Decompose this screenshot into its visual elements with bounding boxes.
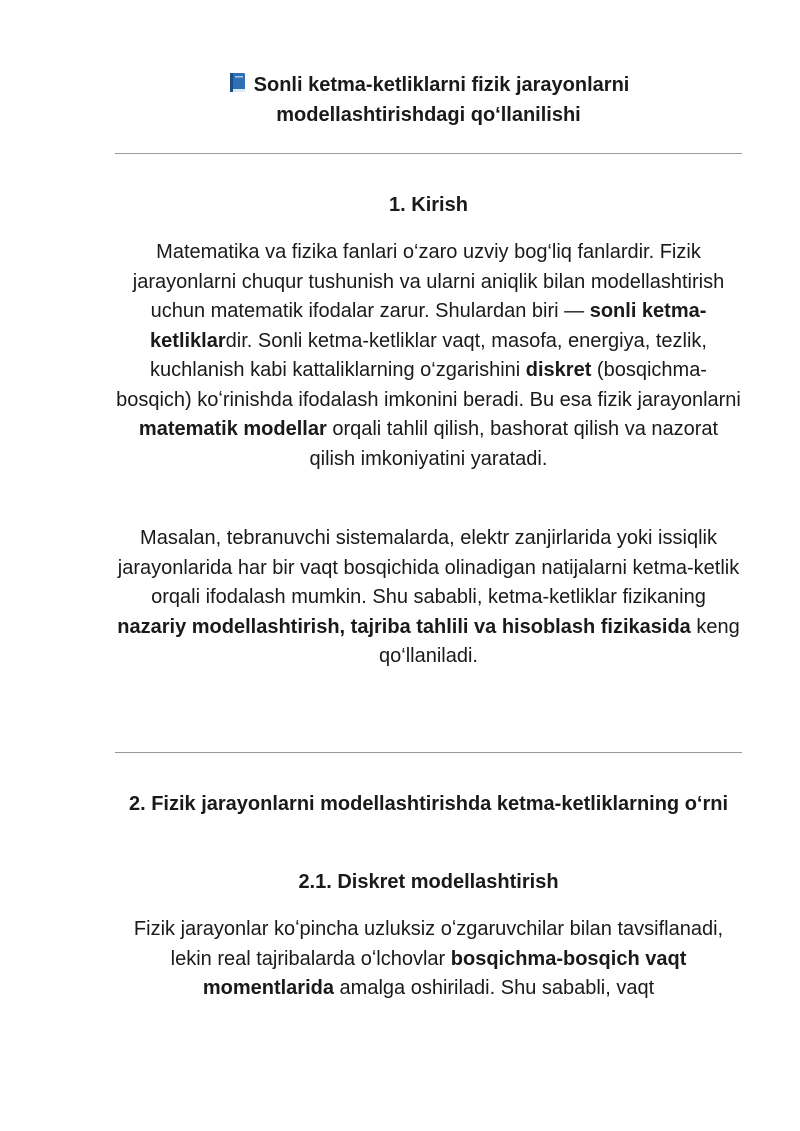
subsection-heading-diskret: 2.1. Diskret modellashtirish <box>298 871 559 893</box>
book-icon <box>228 72 248 94</box>
paragraph-text: Masalan, tebranuvchi sistemalarda, elektr zanjirlarida yoki issiqlik jarayonlarida har bir vaqt bosqichida olinadigan natijalarni ketma-ketlik orqali ifodalash mumkin. Shu sababli, ketma-ketliklar fizikaning <box>117 527 740 608</box>
intro-paragraph-2 <box>115 524 742 672</box>
paragraph-text: amalga oshiriladi. Shu sababli, vaqt <box>333 977 655 999</box>
paragraph-text: Fizik jarayonlar koʻpincha uzluksiz oʻzgaruvchilar bilan tavsiflanadi, lekin real tajribalarda oʻlchovlar <box>133 918 724 970</box>
paragraph-text: dir. Sonli ketma-ketliklar vaqt, masofa, energiya, tezlik, kuchlanish kabi kattaliklarning o‘zgarishini <box>150 329 707 381</box>
paragraph-text: orqali tahlil qilish, bashorat qilish va nazorat qilish imkoniyatini yaratadi. <box>309 418 719 470</box>
horizontal-divider <box>115 752 742 753</box>
document-title-line1: Sonli ketma-ketliklarni fizik jarayonlarni <box>253 74 630 96</box>
document-title-line2: modellashtirishdagi qo‘llanilishi <box>276 104 581 126</box>
document-title <box>115 70 742 130</box>
paragraph-text: (bosqichma-bosqich) koʻrinishda ifodalash imkonini beradi. Bu esa fizik jarayonlarni <box>116 359 741 411</box>
paragraph-bold-text: matematik modellar <box>138 418 327 440</box>
paragraph-bold-text: diskret <box>525 359 592 381</box>
diskret-paragraph-1 <box>115 915 742 1004</box>
paragraph-text: keng qo‘llaniladi. <box>379 615 740 667</box>
paragraph-bold-text: nazariy modellashtirish, tajriba tahlili va hisoblash fizikasida <box>117 615 691 638</box>
paragraph-bold-text: bosqichma-bosqich vaqt momentlarida <box>202 947 687 999</box>
intro-paragraph-1 <box>115 238 742 474</box>
section-heading-kirish: 1. Kirish <box>389 194 468 216</box>
paragraph-text: Matematika va fizika fanlari o‘zaro uzviy bog‘liq fanlardir. Fizik jarayonlarni chuqur tushunish va ularni aniqlik bilan modellashtirish uchun matematik ifodalar zarur. Shulardan biri — <box>132 241 725 322</box>
horizontal-divider <box>115 153 742 154</box>
section-heading-modellashtirish: 2. Fizik jarayonlarni modellashtirishda ketma-ketliklarning o‘rni <box>128 793 729 815</box>
paragraph-bold-text: sonli ketma-ketliklar <box>150 300 707 352</box>
